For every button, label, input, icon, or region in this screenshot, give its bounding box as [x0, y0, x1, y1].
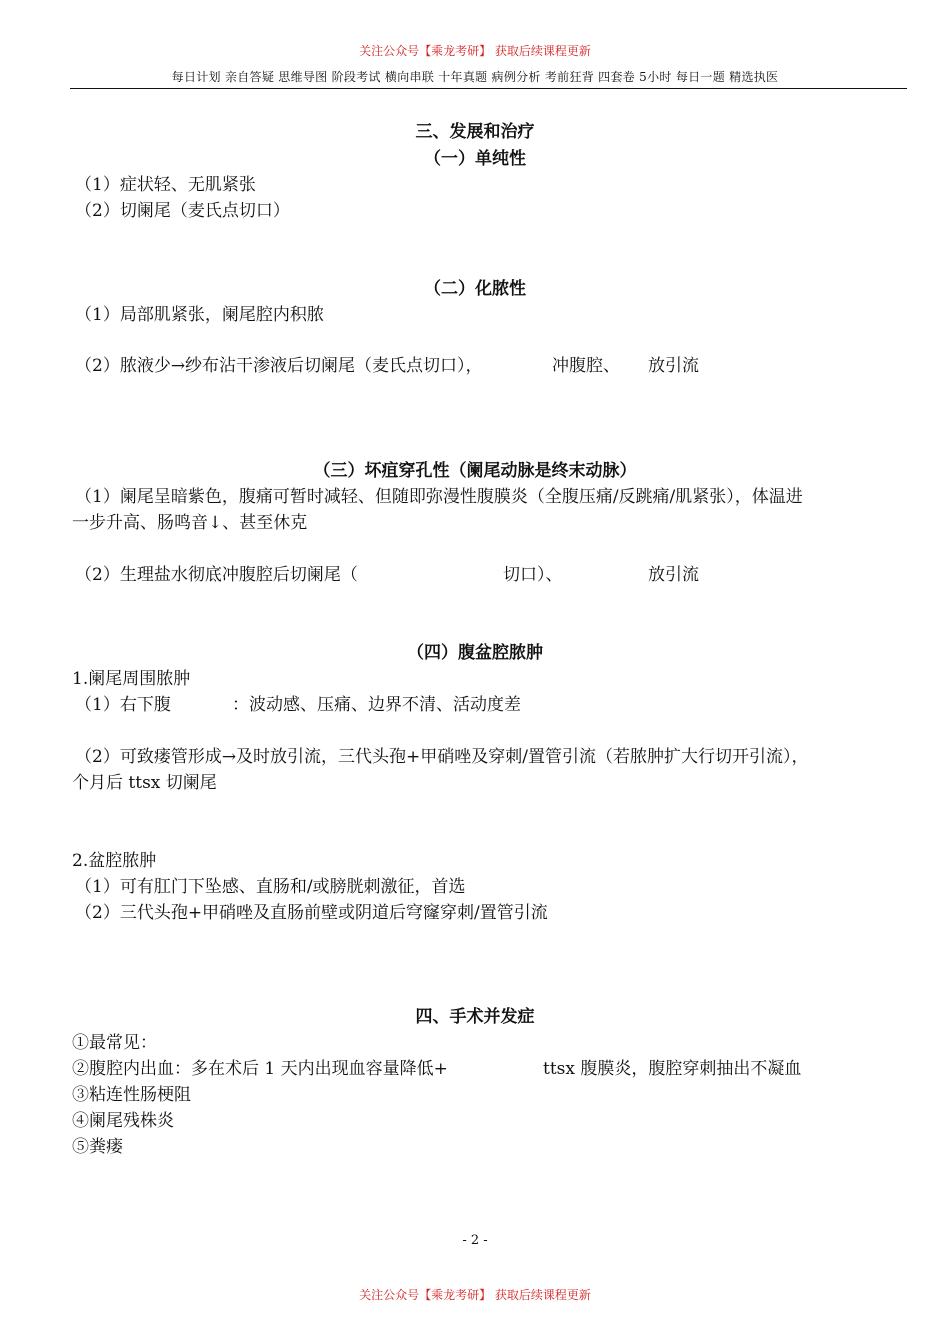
header-promo: 关注公众号【乘龙考研】 获取后续课程更新	[359, 44, 591, 58]
periappendiceal-item-1-part-a: （1）右下腹	[75, 695, 171, 715]
suppurative-item-2-part-b: 冲腹腔、	[552, 356, 620, 376]
section-title-complications: 四、手术并发症	[415, 1007, 535, 1027]
complication-item-2-part-b: ttsx 腹膜炎，腹腔穿刺抽出不凝血	[543, 1059, 802, 1079]
gangrenous-item-1-line-1: （1）阑尾呈暗紫色，腹痛可暂时减轻、但随即弥漫性腹膜炎（全腹压痛/反跳痛/肌紧张），体温进	[75, 487, 803, 507]
periappendiceal-item-1-part-b: ：波动感、压痛、边界不清、活动度差	[232, 695, 521, 715]
subsection-title-abscess: （四）腹盆腔脓肿	[407, 643, 543, 663]
subsection-title-simple: （一）单纯性	[424, 149, 526, 169]
suppurative-item-2-part-c: 放引流	[648, 356, 699, 376]
pelvic-abscess-heading: 2.盆腔脓肿	[72, 851, 157, 871]
suppurative-item-2-part-a: （2）脓液少→纱布沾干渗液后切阑尾（麦氏点切口），	[75, 356, 483, 376]
complication-item-1: ①最常见：	[72, 1033, 157, 1053]
complication-item-5: ⑤粪瘘	[72, 1137, 123, 1157]
complication-item-4: ④阑尾残株炎	[72, 1111, 174, 1131]
pelvic-item-2: （2）三代头孢+甲硝唑及直肠前壁或阴道后穹窿穿刺/置管引流	[75, 903, 548, 923]
subsection-title-gangrenous: （三）坏疽穿孔性（阑尾动脉是终末动脉）	[313, 461, 637, 481]
header-nav: 每日计划 亲自答疑 思维导图 阶段考试 横向串联 十年真题 病例分析 考前狂背 四套卷 5小时 每日一题 精选执医	[171, 70, 779, 84]
gangrenous-item-2-part-a: （2）生理盐水彻底冲腹腔后切阑尾（	[75, 565, 358, 585]
simple-item-1: （1）症状轻、无肌紧张	[75, 175, 256, 195]
gangrenous-item-2-part-c: 放引流	[648, 565, 699, 585]
section-title-development-treatment: 三、发展和治疗	[415, 122, 535, 142]
periappendiceal-abscess-heading: 1.阑尾周围脓肿	[72, 669, 191, 689]
gangrenous-item-1-line-2: 一步升高、肠鸣音↓、甚至休克	[72, 513, 308, 533]
subsection-title-suppurative: （二）化脓性	[424, 279, 526, 299]
complication-item-3: ③粘连性肠梗阻	[72, 1085, 191, 1105]
periappendiceal-item-2-line-1: （2）可致瘘管形成→及时放引流，三代头孢+甲硝唑及穿刺/置管引流（若脓肿扩大行切开引流），	[75, 747, 809, 767]
periappendiceal-item-2-line-2: 个月后 ttsx 切阑尾	[72, 773, 217, 793]
footer-promo: 关注公众号【乘龙考研】 获取后续课程更新	[359, 1288, 591, 1302]
page-number: - 2 -	[462, 1233, 488, 1248]
gangrenous-item-2-part-b: 切口）、	[503, 565, 563, 585]
simple-item-2: （2）切阑尾（麦氏点切口）	[75, 201, 290, 221]
suppurative-item-1: （1）局部肌紧张，阑尾腔内积脓	[75, 305, 324, 325]
pelvic-item-1: （1）可有肛门下坠感、直肠和/或膀胱刺激征，首选	[75, 877, 466, 897]
header-divider	[70, 88, 907, 89]
complication-item-2-part-a: ②腹腔内出血：多在术后 1 天内出现血容量降低+	[72, 1059, 448, 1079]
